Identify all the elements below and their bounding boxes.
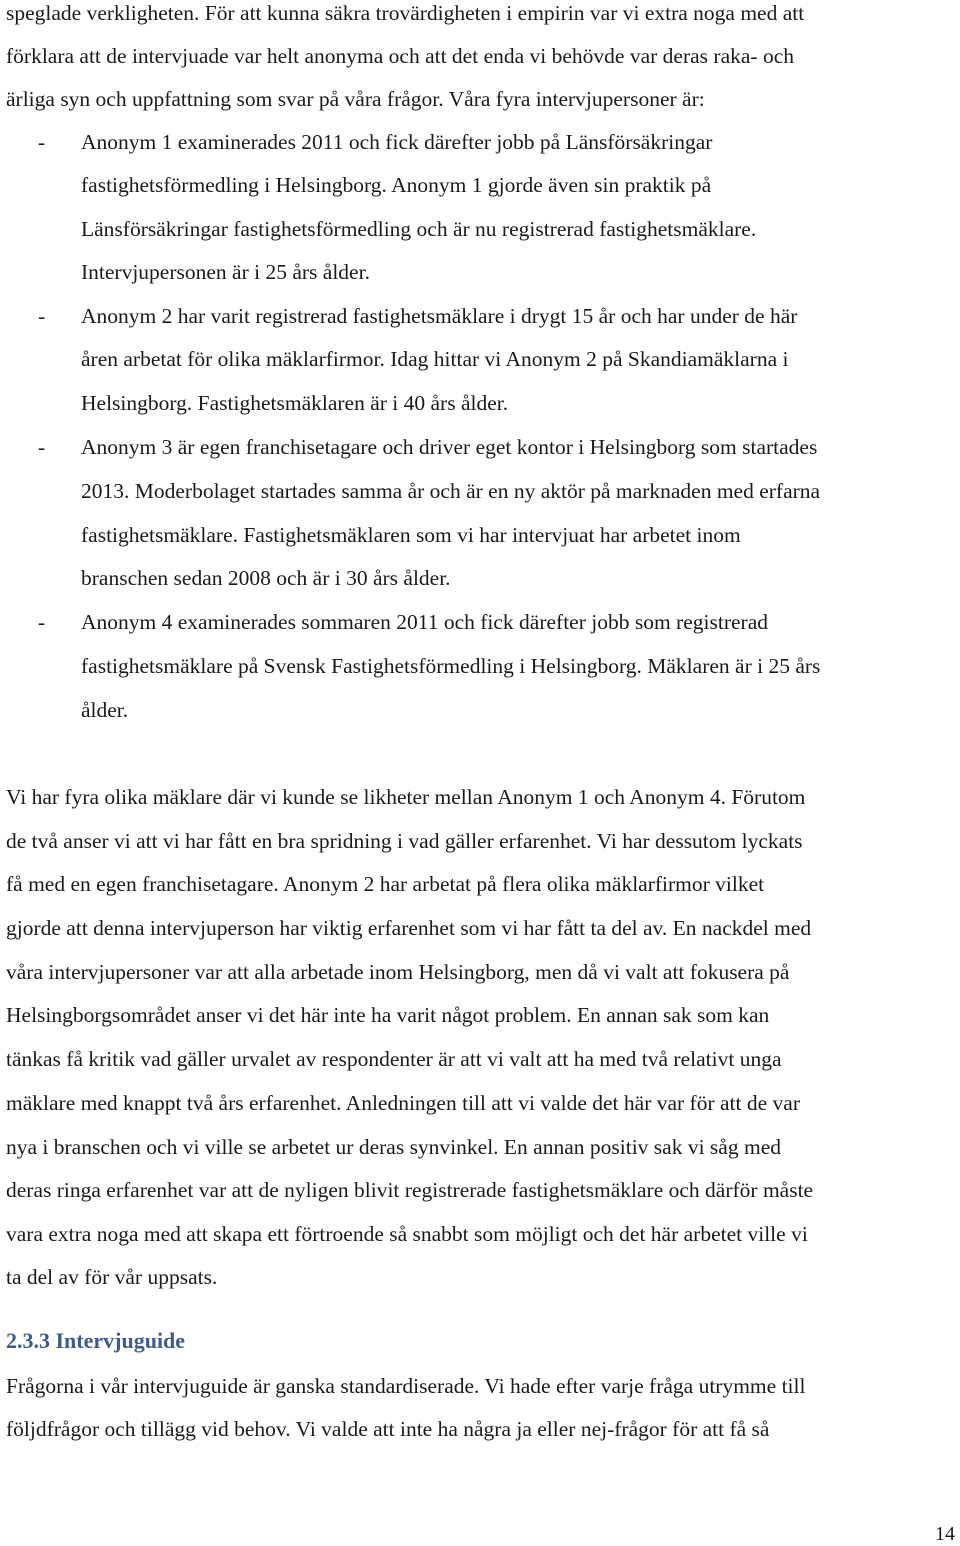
list-item-line: Länsförsäkringar fastighetsförmedling och är nu registrerad fastighetsmäklare. [81,217,757,241]
list-item-line: ålder. [81,698,129,722]
paragraph-line: Helsingborgsområdet anser vi det här inte ha varit något problem. En annan sak som kan [6,1003,770,1027]
paragraph-line: de två anser vi att vi har fått en bra spridning i vad gäller erfarenhet. Vi har dessutom lyckats [6,829,803,853]
paragraph-line: Frågorna i vår intervjuguide är ganska standardiserade. Vi hade efter varje fråga utrymme till [6,1374,806,1398]
list-item-line: Anonym 3 är egen franchisetagare och driver eget kontor i Helsingborg som startades [81,435,818,459]
list-item-line: Intervjupersonen är i 25 års ålder. [81,260,370,284]
paragraph-line: mäklare med knappt två års erfarenhet. Anledningen till att vi valde det här var för att de var [6,1091,800,1115]
list-item-line: Anonym 1 examinerades 2011 och fick därefter jobb på Länsförsäkringar [81,130,713,154]
intro-line: förklara att de intervjuade var helt anonyma och att det enda vi behövde var deras raka- och [6,44,794,68]
list-item-line: 2013. Moderbolaget startades samma år och är en ny aktör på marknaden med erfarna [81,479,821,503]
paragraph-line: deras ringa erfarenhet var att de nyligen blivit registrerade fastighetsmäklare och därför måste [6,1178,814,1202]
list-item-line: Anonym 2 har varit registrerad fastighetsmäklare i drygt 15 år och har under de här [81,304,798,328]
paragraph-line: nya i branschen och vi ville se arbetet ur deras synvinkel. En annan positiv sak vi såg med [6,1135,781,1159]
paragraph-line: ta del av för vår uppsats. [6,1265,218,1289]
list-item-line: fastighetsmäklare på Svensk Fastighetsförmedling i Helsingborg. Mäklaren är i 25 års [81,654,821,678]
paragraph-line: vara extra noga med att skapa ett förtroende så snabbt som möjligt och det här arbetet ville vi [6,1222,808,1246]
list-item-line: fastighetsmäklare. Fastighetsmäklaren som vi har intervjuat har arbetet inom [81,523,741,547]
list-dash: - [38,610,46,634]
paragraph-line: följdfrågor och tillägg vid behov. Vi valde att inte ha några ja eller nej-frågor för att få så [6,1417,770,1441]
paragraph-line: våra intervjupersoner var att alla arbetade inom Helsingborg, men då vi valt att fokusera på [6,960,790,984]
paragraph-line: Vi har fyra olika mäklare där vi kunde se likheter mellan Anonym 1 och Anonym 4. Förutom [6,785,806,809]
list-item-line: Helsingborg. Fastighetsmäklaren är i 40 års ålder. [81,391,509,415]
list-dash: - [38,130,46,154]
intro-line: ärliga syn och uppfattning som svar på våra frågor. Våra fyra intervjupersoner är: [6,87,705,111]
section-heading: 2.3.3 Intervjuguide [6,1328,186,1353]
paragraph-line: tänkas få kritik vad gäller urvalet av respondenter är att vi valt att ha med två relativt unga [6,1047,782,1071]
list-item-line: åren arbetat för olika mäklarfirmor. Idag hittar vi Anonym 2 på Skandiamäklarna i [81,347,789,371]
list-dash: - [38,435,46,459]
intro-line: speglade verkligheten. För att kunna säkra trovärdigheten i empirin var vi extra noga med att [6,1,805,25]
list-dash: - [38,304,46,328]
page-number: 14 [935,1523,955,1545]
paragraph-line: gjorde att denna intervjuperson har viktig erfarenhet som vi har fått ta del av. En nackdel med [6,916,812,940]
list-item-line: branschen sedan 2008 och är i 30 års ålder. [81,566,451,590]
list-item-line: Anonym 4 examinerades sommaren 2011 och fick därefter jobb som registrerad [81,610,768,634]
paragraph-line: få med en egen franchisetagare. Anonym 2 har arbetat på flera olika mäklarfirmor vilket [6,872,765,896]
list-item-line: fastighetsförmedling i Helsingborg. Anonym 1 gjorde även sin praktik på [81,173,712,197]
